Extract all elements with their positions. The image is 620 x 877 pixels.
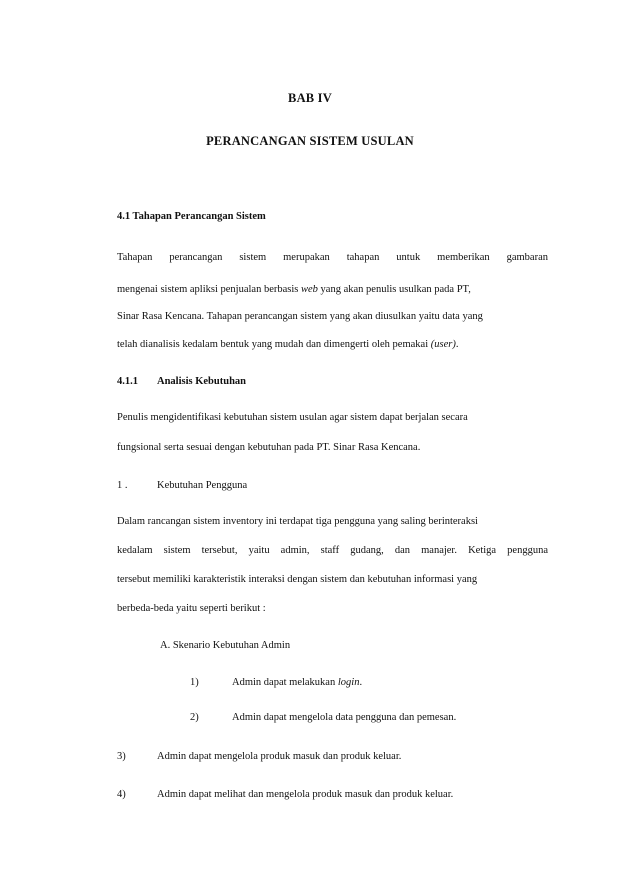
chapter-number: BAB IV: [288, 91, 332, 105]
paragraph-line: Tahapan perancangan sistem merupakan tahapan untuk memberikan gambaran: [117, 252, 548, 263]
list-number: 4): [117, 789, 126, 800]
list-number: 2): [190, 712, 199, 723]
subsection-title: Analisis Kebutuhan: [157, 376, 246, 387]
paragraph-line: tersebut memiliki karakteristik interaksi dengan sistem dan kebutuhan informasi yang: [117, 574, 478, 585]
list-number: 1 .: [117, 480, 128, 491]
list-item: [232, 678, 362, 689]
text-segment: .: [359, 677, 363, 688]
chapter-title: PERANCANGAN SISTEM USULAN: [206, 134, 414, 148]
list-item: Admin dapat melihat dan mengelola produk masuk dan produk keluar.: [157, 789, 454, 800]
scenario-heading: A. Skenario Kebutuhan Admin: [160, 640, 291, 651]
paragraph-line: Penulis mengidentifikasi kebutuhan sistem usulan agar sistem dapat berjalan secara: [117, 412, 468, 423]
italic-term: web: [301, 284, 318, 295]
paragraph-line: kedalam sistem tersebut, yaitu admin, staff gudang, dan manajer. Ketiga pengguna: [117, 545, 548, 556]
list-item: Admin dapat mengelola data pengguna dan pemesan.: [232, 712, 457, 723]
list-label: Kebutuhan Pengguna: [157, 480, 248, 491]
paragraph-line: Sinar Rasa Kencana. Tahapan perancangan sistem yang akan diusulkan yaitu data yang: [117, 311, 483, 322]
list-item: Admin dapat mengelola produk masuk dan produk keluar.: [157, 751, 402, 762]
text-segment: .: [455, 339, 459, 350]
text-segment: mengenai sistem apliksi penjualan berbasis: [117, 284, 299, 295]
paragraph-line: Dalam rancangan sistem inventory ini terdapat tiga pengguna yang saling berinteraksi: [117, 516, 478, 527]
text-segment: Admin dapat melakukan: [232, 677, 336, 688]
paragraph-line: [117, 340, 458, 351]
text-segment: telah dianalisis kedalam bentuk yang mudah dan dimengerti oleh pemakai: [117, 339, 429, 350]
section-heading-4-1: 4.1 Tahapan Perancangan Sistem: [117, 211, 266, 222]
subsection-number: 4.1.1: [117, 376, 138, 387]
paragraph-line: fungsional serta sesuai dengan kebutuhan pada PT. Sinar Rasa Kencana.: [117, 442, 421, 453]
paragraph-line: berbeda-beda yaitu seperti berikut :: [117, 603, 266, 614]
list-number: 3): [117, 751, 126, 762]
italic-term: (user): [430, 339, 456, 350]
text-segment: yang akan penulis usulkan pada PT,: [320, 284, 471, 295]
italic-term: login: [337, 677, 360, 688]
paragraph-line: [117, 285, 471, 296]
list-number: 1): [190, 677, 199, 688]
